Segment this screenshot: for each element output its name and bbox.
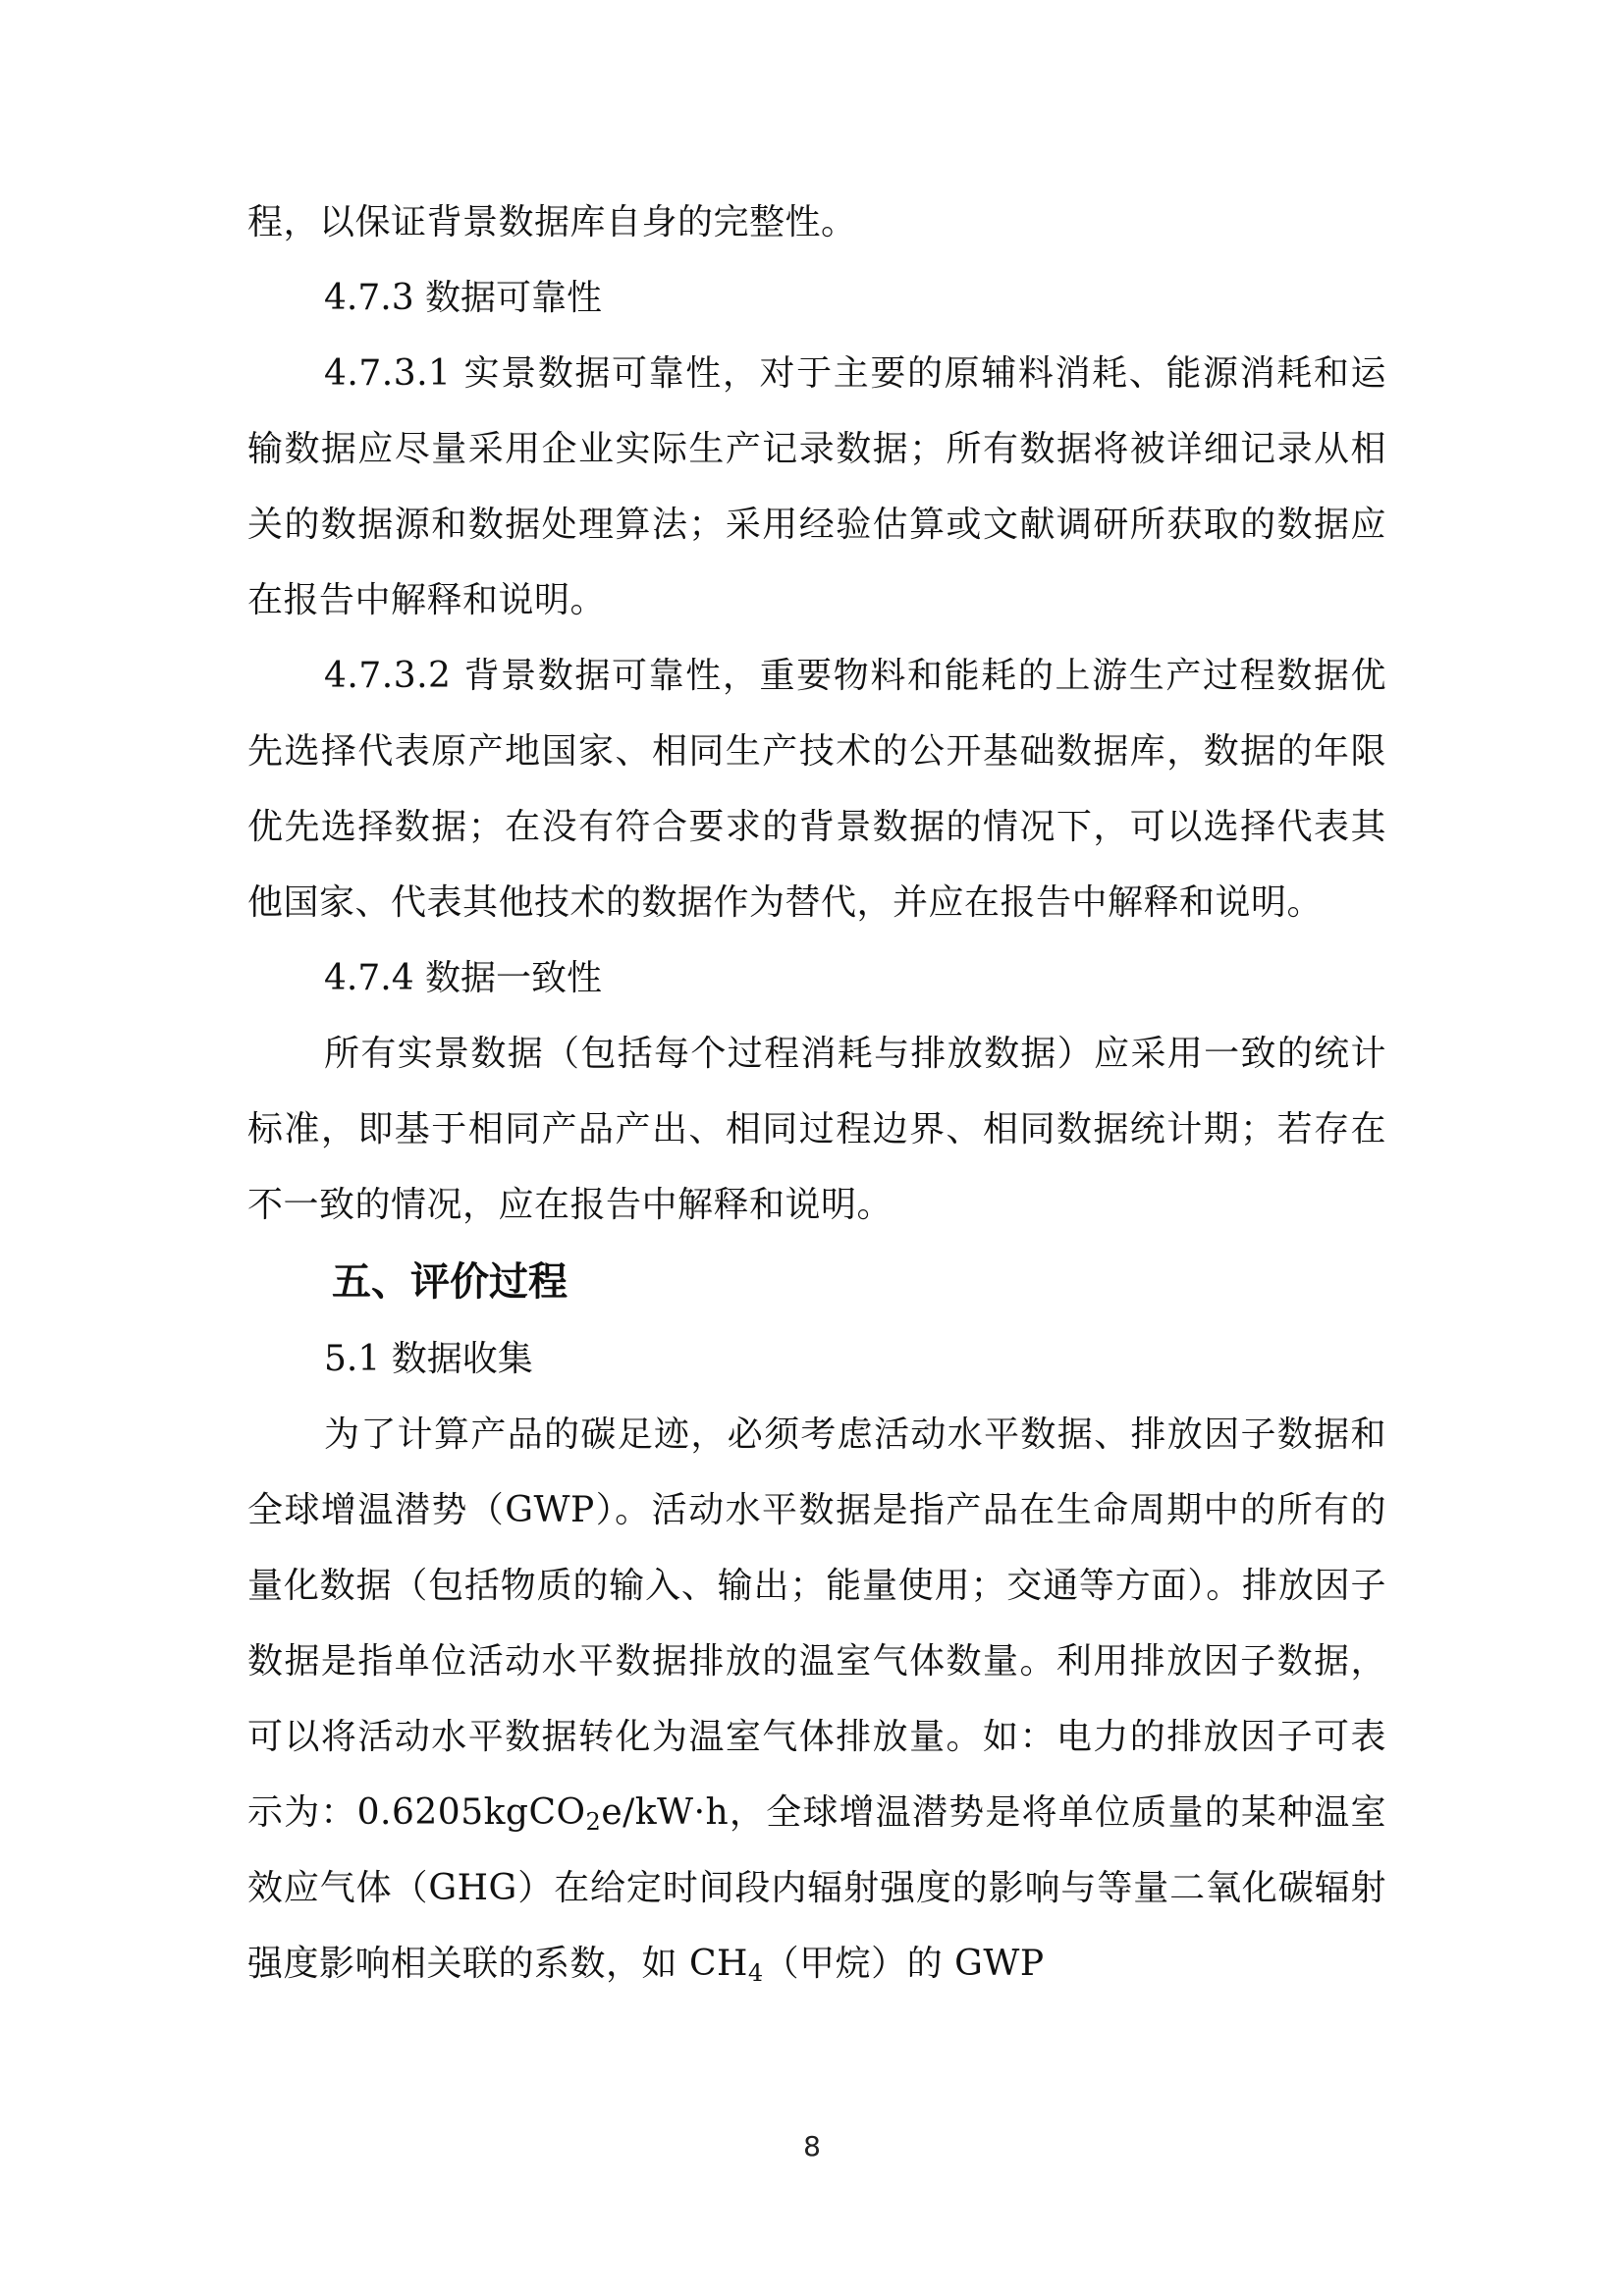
chapter-heading-5: 五、评价过程 — [332, 1259, 568, 1305]
paragraph-4-7-4: 所有实景数据（包括每个过程消耗与排放数据）应采用一致的统计标准，即基于相同产品产出、相同过程边界、相同数据统计期；若存在不一致的情况，应在报告中解释和说明。 — [247, 1034, 1386, 1225]
paragraph-5-1-part-c: （甲烷）的 GWP — [763, 1944, 1045, 1984]
subscript-4: 4 — [747, 1959, 764, 1987]
paragraph-4-7-3-1: 4.7.3.1 实景数据可靠性，对于主要的原辅料消耗、能源消耗和运输数据应尽量采用企业实际生产记录数据；所有数据将被详细记录从相关的数据源和数据处理算法；采用经验估算或文献调研所获取的数据应在报告中解释和说明。 — [247, 353, 1386, 620]
paragraph-5-1-part-b: e/kW·h，全球增温潜势是将单位质量的某种温室效应气体（GHG）在给定时间段内辐射强度的影响与等量二氧化碳辐射强度影响相关联的系数，如 CH — [247, 1792, 1386, 1984]
paragraph-continuation: 程，以保证背景数据库自身的完整性。 — [247, 202, 857, 242]
paragraph-5-1-part-a: 为了计算产品的碳足迹，必须考虑活动水平数据、排放因子数据和全球增温潜势（GWP）。活动水平数据是指产品在生命周期中的所有的量化数据（包括物质的输入、输出；能量使用；交通等方面）。排放因子数据是指单位活动水平数据排放的温室气体数量。利用排放因子数据，可以将活动水平数据转化为温室气体排放量。如：电力的排放因子可表示为：0.6205kgCO — [247, 1415, 1386, 1833]
heading-5-1: 5.1 数据收集 — [324, 1339, 533, 1379]
subscript-2: 2 — [585, 1808, 602, 1836]
paragraph-4-7-3-2: 4.7.3.2 背景数据可靠性，重要物料和能耗的上游生产过程数据优先选择代表原产地国家、相同生产技术的公开基础数据库，数据的年限优先选择数据；在没有符合要求的背景数据的情况下，可以选择代表其他国家、代表其他技术的数据作为替代，并应在报告中解释和说明。 — [247, 656, 1386, 923]
heading-4-7-3: 4.7.3 数据可靠性 — [324, 278, 603, 318]
page-body — [247, 185, 1386, 2002]
paragraph-5-1 — [247, 1397, 1386, 2002]
page-number: 8 — [803, 2130, 821, 2163]
heading-4-7-4: 4.7.4 数据一致性 — [324, 958, 603, 998]
